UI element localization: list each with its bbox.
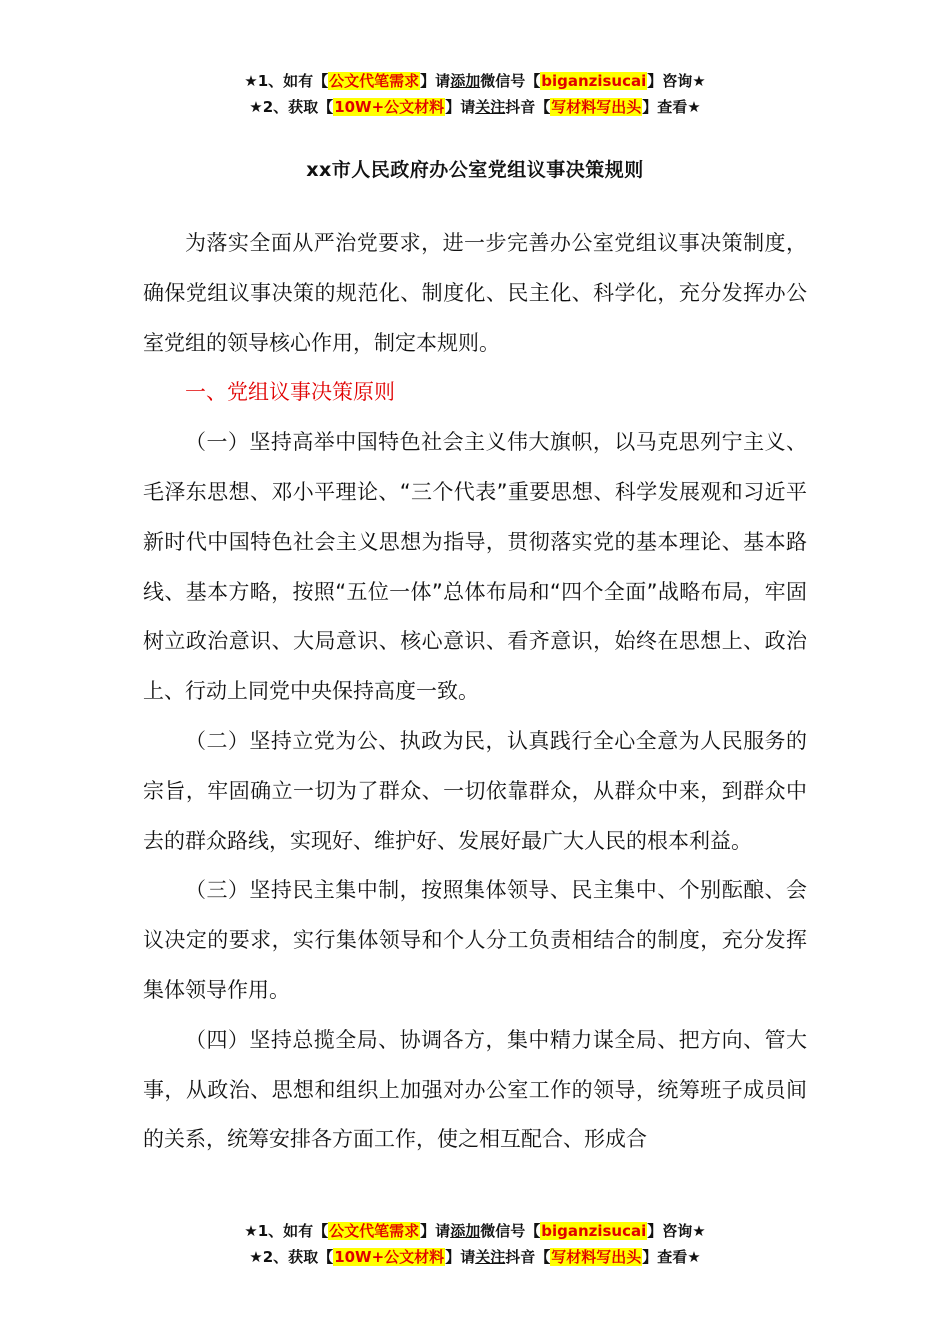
douyin-account-highlight: 写材料写出头 <box>551 98 642 116</box>
wechat-id-highlight: biganzisucai <box>541 1222 647 1240</box>
promo-text: 】请 <box>420 1222 451 1240</box>
section-heading: 一、党组议事决策原则 <box>185 380 395 405</box>
body-paragraph: （二）坚持立党为公、执政为民，认真践行全心全意为人民服务的宗旨，牢固确立一切为了群众、一切依靠群众，从群众中来，到群众中去的群众路线，实现好、维护好、发展好最广大人民的根本利益。 <box>143 728 807 853</box>
promo-line-1 <box>0 68 950 94</box>
promo-highlight: 公文代笔需求 <box>329 72 420 90</box>
promo-banner-bottom <box>0 1218 950 1270</box>
promo-highlight: 10W+公文材料 <box>334 1248 445 1266</box>
promo-text: 微信号【 <box>480 72 541 90</box>
wechat-id-highlight: biganzisucai <box>541 72 647 90</box>
promo-line-2 <box>0 1244 950 1270</box>
promo-text: 】请 <box>445 1248 476 1266</box>
promo-text: ★2、获取【 <box>249 98 334 116</box>
promo-text: ★1、如有【 <box>244 1222 329 1240</box>
promo-text: 】请 <box>445 98 476 116</box>
promo-text: 抖音【 <box>505 98 551 116</box>
promo-banner-top <box>0 68 950 120</box>
body-paragraph: （四）坚持总揽全局、协调各方，集中精力谋全局、把方向、管大事，从政治、思想和组织上加强对办公室工作的领导，统筹班子成员间的关系，统筹安排各方面工作，使之相互配合、形成合 <box>143 1027 807 1152</box>
promo-text: 】请 <box>420 72 451 90</box>
promo-highlight: 公文代笔需求 <box>329 1222 420 1240</box>
promo-text: ★2、获取【 <box>249 1248 334 1266</box>
promo-text: 】查看★ <box>642 98 701 116</box>
promo-underlined: 关注 <box>475 1248 506 1266</box>
promo-text: ★1、如有【 <box>244 72 329 90</box>
promo-text: 】咨询★ <box>647 1222 706 1240</box>
promo-highlight: 10W+公文材料 <box>334 98 445 116</box>
intro-paragraph: 为落实全面从严治党要求，进一步完善办公室党组议事决策制度，确保党组议事决策的规范化、制度化、民主化、科学化，充分发挥办公室党组的领导核心作用，制定本规则。 <box>143 231 807 355</box>
body-paragraph: （三）坚持民主集中制，按照集体领导、民主集中、个别酝酿、会议决定的要求，实行集体领导和个人分工负责相结合的制度，充分发挥集体领导作用。 <box>143 878 807 1002</box>
promo-line-2 <box>0 94 950 120</box>
douyin-account-highlight: 写材料写出头 <box>551 1248 642 1266</box>
document-body <box>143 219 807 1165</box>
promo-text: 】查看★ <box>642 1248 701 1266</box>
promo-text: 】咨询★ <box>647 72 706 90</box>
promo-text: 微信号【 <box>480 1222 541 1240</box>
promo-line-1 <box>0 1218 950 1244</box>
promo-underlined: 添加 <box>450 1222 481 1240</box>
document-title: xx市人民政府办公室党组议事决策规则 <box>306 159 644 181</box>
promo-text: 抖音【 <box>505 1248 551 1266</box>
body-paragraph: （一）坚持高举中国特色社会主义伟大旗帜，以马克思列宁主义、毛泽东思想、邓小平理论、“三个代表”重要思想、科学发展观和习近平新时代中国特色社会主义思想为指导，贯彻落实党的基本理论、基本路线、基本方略，按照“五位一体”总体布局和“四个全面”战略布局，牢固树立政治意识、大局意识、核心意识、看齐意识，始终在思想上、政治上、行动上同党中央保持高度一致。 <box>143 430 807 704</box>
promo-underlined: 关注 <box>475 98 506 116</box>
promo-underlined: 添加 <box>450 72 481 90</box>
